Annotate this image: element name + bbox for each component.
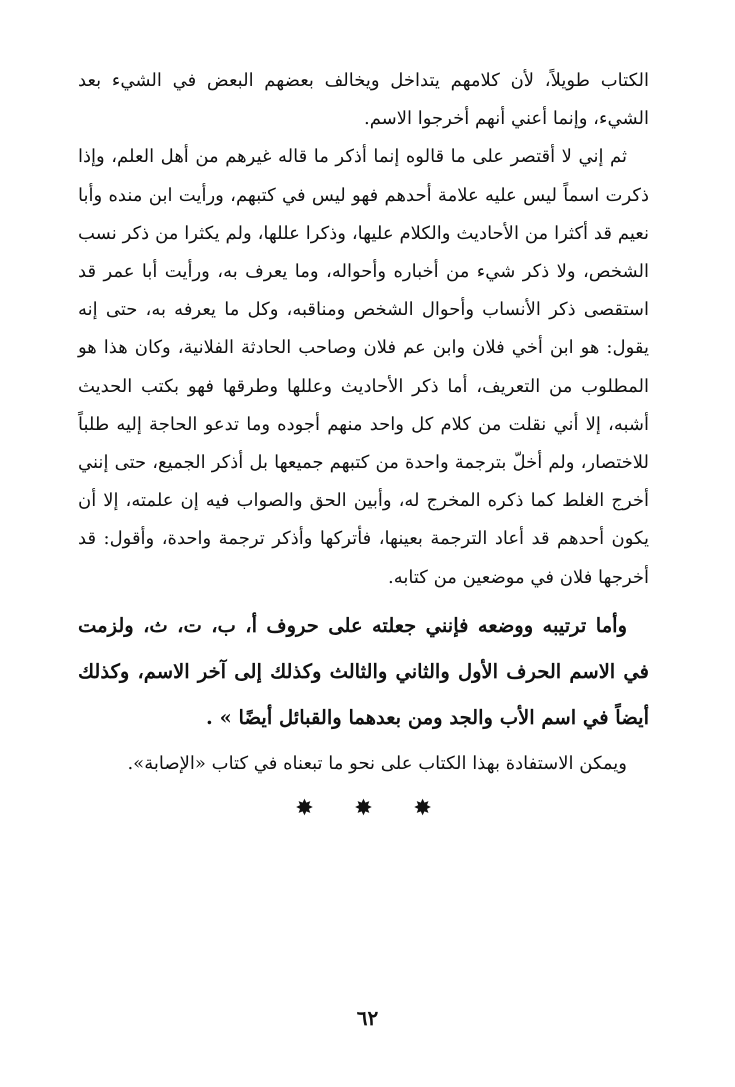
paragraph-4: ويمكن الاستفادة بهذا الكتاب على نحو ما تبعناه في كتاب «الإصابة». — [127, 752, 627, 774]
section-divider — [78, 789, 649, 829]
page-number: ٦٢ — [356, 1006, 379, 1030]
paragraph-3-bold-quote: وأما ترتيبه ووضعه فإنني جعلته على حروف أ، ب، ت، ث، ولزمت في الاسم الحرف الأول والثاني والثالث وكذلك إلى آخر الاسم، وكذلك أيضاً في اسم الأب والجد ومن بعدهما والقبائل أيضًا » . — [78, 613, 649, 729]
star-ornament-icon: ✸ — [295, 796, 314, 822]
page-body — [78, 62, 649, 1087]
star-ornament-icon: ✸ — [413, 796, 432, 822]
star-ornament-icon: ✸ — [354, 796, 373, 822]
paragraph-2: ثم إني لا أقتصر على ما قالوه إنما أذكر ما قاله غيرهم من أهل العلم، وإذا ذكرت اسماً ليس عليه علامة أحدهم فهو ليس في كتبهم، ورأيت ابن منده وأبا نعيم قد أكثرا من الأحاديث والكلام عليها، وذكرا عللها، ولم يكثرا من ذكر نسب الشخص، ولا ذكر شيء من أخباره وأحواله، وما يعرف به، ورأيت أبا عمر قد استقصى ذكر الأنساب وأحوال الشخص ومناقبه، وكل ما يعرفه به، حتى إنه يقول: هو ابن أخي فلان وابن عم فلان وصاحب الحادثة الفلانية، وكان هذا هو المطلوب من التعريف، أما ذكر الأحاديث وعللها وطرقها فهو بكتب الحديث أشبه، إلا أني نقلت من كلام كل واحد منهم أجوده وما تدعو الحاجة إليه طلباً للاختصار، ولم أخلّ بترجمة واحدة من كتبهم جميعها بل أذكر الجميع، حتى إنني أخرج الغلط كما ذكره المخرج له، وأبين الحق والصواب فيه إن علمته، إلا أن يكون أحدهم قد أعاد الترجمة بعينها، فأتركها وأذكر ترجمة واحدة، وأقول: قد أخرجها فلان في موضعين من كتابه. — [78, 146, 649, 588]
paragraph-1: الكتاب طويلاً، لأن كلامهم يتداخل ويخالف بعضهم البعض في الشيء بعد الشيء، وإنما أعني أنهم أخرجوا الاسم. — [78, 70, 649, 130]
